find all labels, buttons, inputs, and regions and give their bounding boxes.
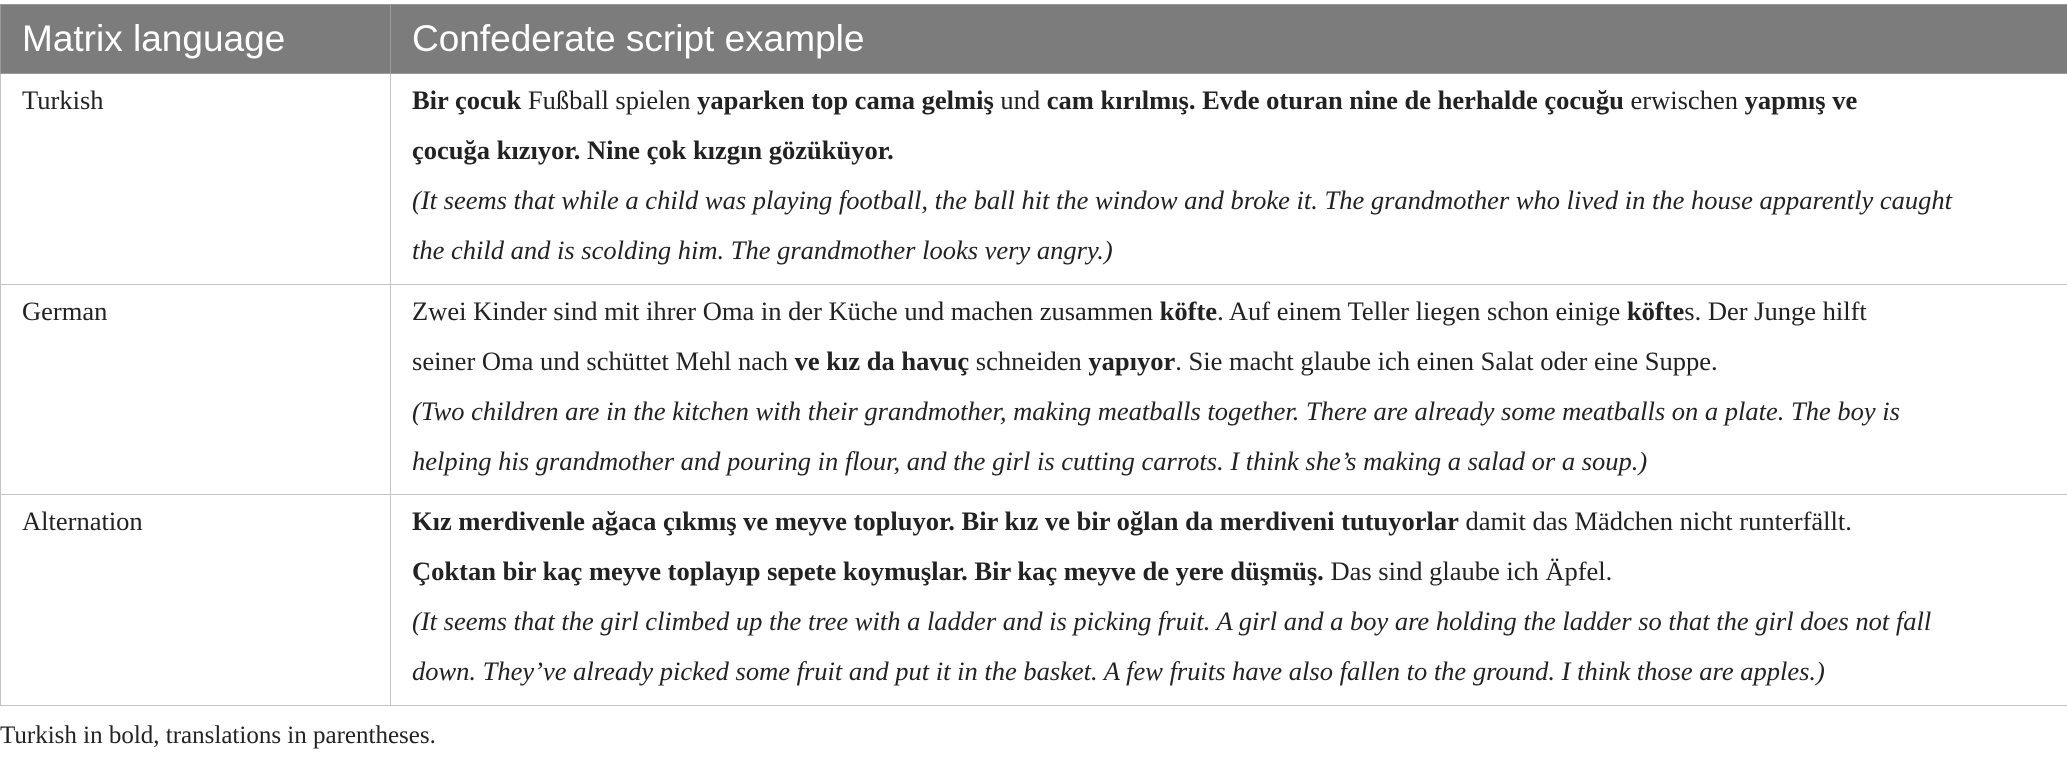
turkish-segment: cam kırılmış. Evde oturan nine de herhalde çocuğu [1046, 85, 1624, 115]
matrix-language-cell: German [1, 285, 391, 495]
german-segment: seiner Oma und schüttet Mehl nach [412, 346, 795, 376]
german-segment: . Auf einem Teller liegen schon einige [1217, 296, 1627, 326]
table-footnote: Turkish in bold, translations in parentheses. [0, 722, 436, 749]
turkish-segment: Bir çocuk [412, 85, 522, 115]
translation-line: (It seems that while a child was playing football, the ball hit the window and broke it. The grandmother who lived in the house apparently caught [412, 185, 1953, 215]
translation-line: (It seems that the girl climbed up the tree with a ladder and is picking fruit. A girl and a boy are holding the ladder so that the girl does not fall [412, 606, 1932, 636]
german-segment: s. Der Junge hilft [1684, 296, 1867, 326]
german-segment: schneiden [969, 346, 1089, 376]
german-segment: Fußball spielen [521, 85, 698, 115]
turkish-segment: köfte [1626, 296, 1685, 326]
turkish-segment: çocuğa kızıyor. Nine çok kızgın gözüküyor. [412, 135, 894, 165]
script-example-cell [391, 285, 2067, 495]
header-matrix-language: Matrix language [1, 5, 391, 74]
german-segment: Das sind glaube ich Äpfel. [1323, 556, 1613, 586]
script-line [412, 75, 2046, 125]
script-line [412, 336, 2046, 386]
header-confederate-script: Confederate script example [391, 5, 2067, 74]
turkish-segment: ve kız da havuç [794, 346, 970, 376]
german-segment: erwischen [1623, 85, 1745, 115]
german-segment: . Sie macht glaube ich einen Salat oder eine Suppe. [1175, 346, 1718, 376]
translation-line: down. They’ve already picked some fruit and put it in the basket. A few fruits have also fallen to the ground. I think those are apples.) [412, 656, 1825, 686]
script-line [412, 286, 2046, 336]
translation-line: the child and is scolding him. The grandmother looks very angry.) [412, 235, 1113, 265]
german-segment: Zwei Kinder sind mit ihrer Oma in der Küche und machen zusammen [412, 296, 1160, 326]
turkish-segment: yaparken top cama gelmiş [697, 85, 994, 115]
turkish-segment: Kız merdivenle ağaca çıkmış ve meyve topluyor. Bir kız ve bir oğlan da merdiveni tutuyorlar [412, 506, 1459, 536]
matrix-language-cell: Turkish [1, 74, 391, 285]
script-line [412, 496, 2046, 546]
script-line [412, 546, 2046, 596]
turkish-segment: yapmış ve [1744, 85, 1858, 115]
german-segment: damit das Mädchen nicht runterfällt. [1458, 506, 1852, 536]
table-row [1, 285, 2067, 495]
translation-line: helping his grandmother and pouring in flour, and the girl is cutting carrots. I think she’s making a salad or a soup.) [412, 446, 1648, 476]
table-header-row [1, 5, 2067, 74]
confederate-script-table [0, 4, 2067, 706]
turkish-segment: köfte [1159, 296, 1218, 326]
script-example-cell [391, 74, 2067, 285]
table-row [1, 495, 2067, 706]
script-line [412, 125, 2046, 175]
turkish-segment: Çoktan bir kaç meyve toplayıp sepete koymuşlar. Bir kaç meyve de yere düşmüş. [412, 556, 1324, 586]
translation-line: (Two children are in the kitchen with their grandmother, making meatballs together. There are already some meatballs on a plate. The boy is [412, 396, 1900, 426]
german-segment: und [993, 85, 1047, 115]
turkish-segment: yapıyor [1088, 346, 1176, 376]
matrix-language-cell: Alternation [1, 495, 391, 706]
table-row [1, 74, 2067, 285]
script-example-cell [391, 495, 2067, 706]
